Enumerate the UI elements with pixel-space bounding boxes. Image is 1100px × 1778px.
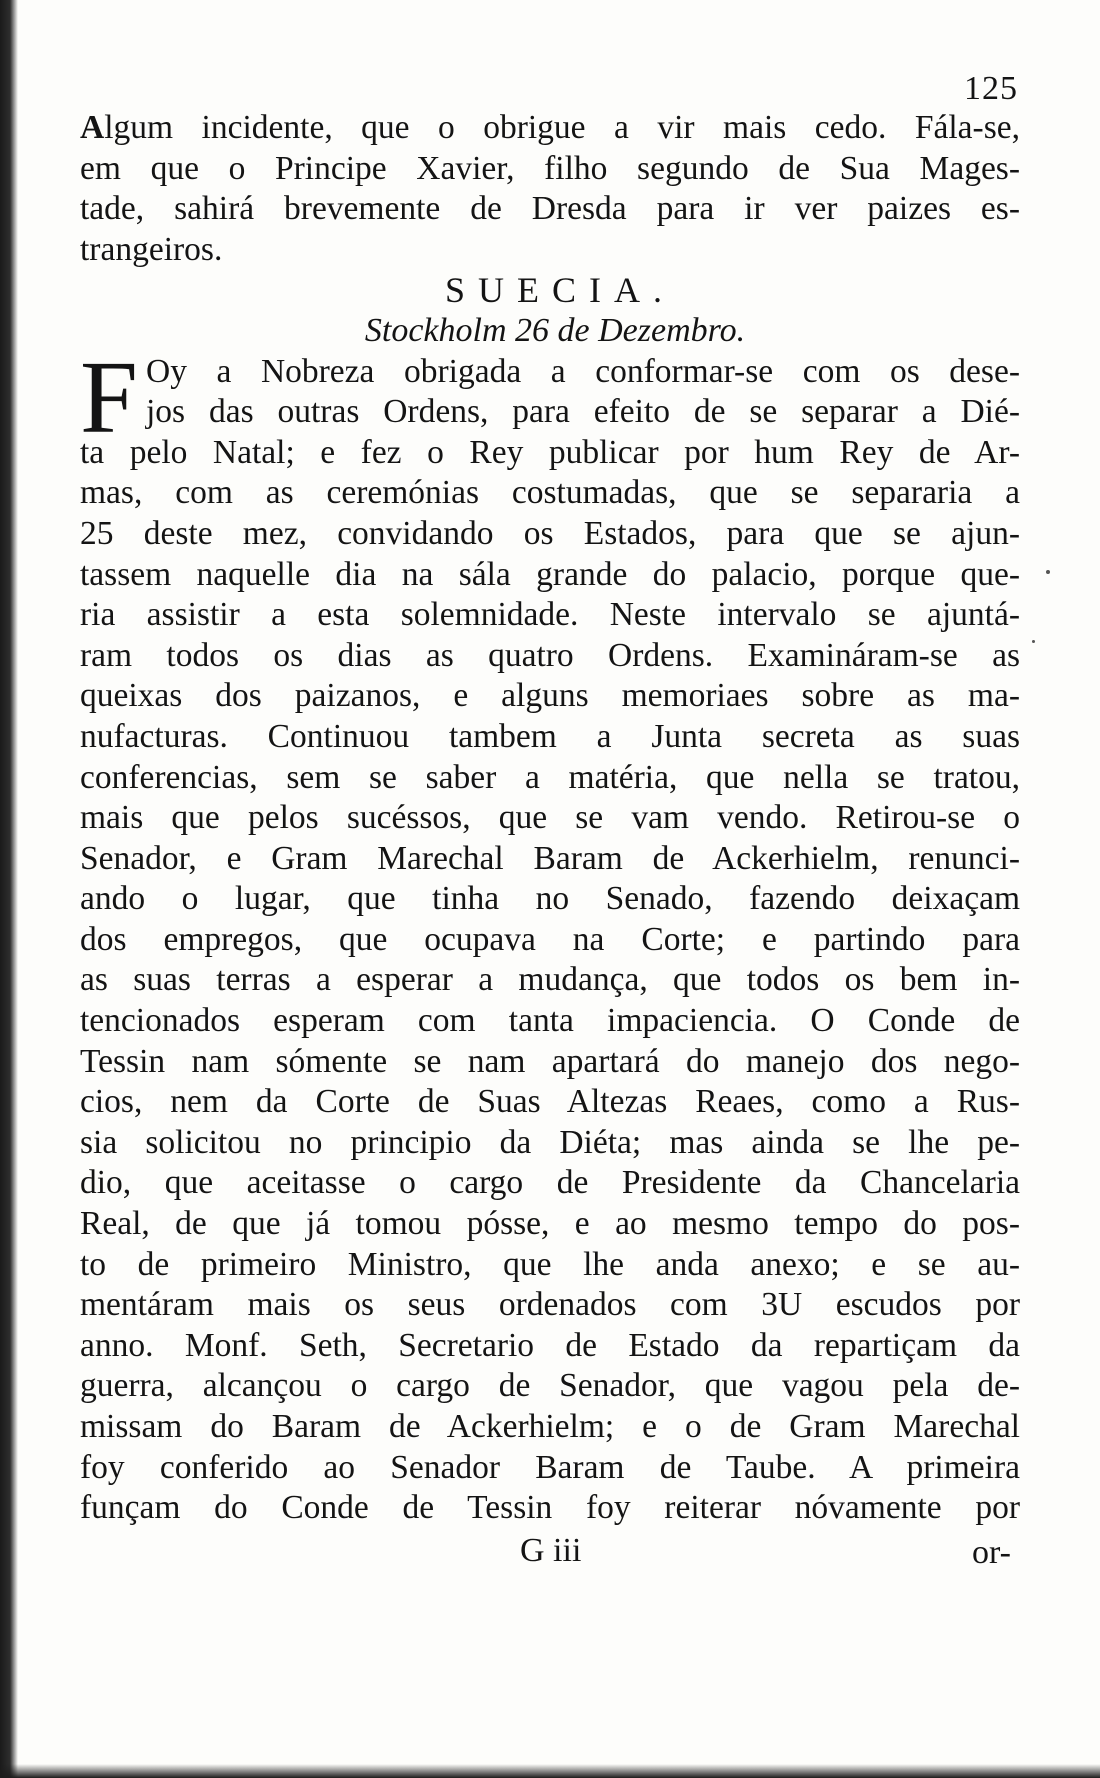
body-line-15: tencionados esperam com tanta impaciencia. O Conde de <box>80 1002 1020 1040</box>
ink-speck <box>1046 570 1050 574</box>
body-line-27: funçam do Conde de Tessin foy reiterar nóvamente por <box>80 1489 1020 1527</box>
dateline: Stockholm 26 de Dezembro. <box>364 311 746 349</box>
body-line-21: to de primeiro Ministro, que lhe anda anexo; e se au- <box>80 1245 1020 1283</box>
ink-speck <box>1032 640 1035 643</box>
body-line-13: dos empregos, que ocupava na Corte; e partindo para <box>80 920 1020 958</box>
article-text <box>80 108 1020 1529</box>
body-line-17: cios, nem da Corte de Suas Altezas Reaes, como a Rus- <box>80 1083 1020 1121</box>
body-line-1: ta pelo Natal; e fez o Rey publicar por hum Rey de Ar- <box>80 433 1020 471</box>
body-line-19: dio, que aceitasse o cargo de Presidente da Chancelaria <box>80 1164 1020 1202</box>
body-line-14: as suas terras a esperar a mudança, que todos os bem in- <box>80 961 1020 999</box>
body-line-20: Real, de que já tomou pósse, e ao mesmo tempo do pos- <box>80 1205 1020 1243</box>
body-line-6: ram todos os dias as quatro Ordens. Examináram-se as <box>80 636 1020 674</box>
opening-line-4: trangeiros. <box>80 230 223 268</box>
body-line-7: queixas dos paizanos, e alguns memoriaes sobre as ma- <box>80 677 1020 715</box>
page-number: 125 <box>964 70 1018 107</box>
drop-cap: F <box>80 339 138 455</box>
body-line-25: missam do Baram de Ackerhielm; e o de Gram Marechal <box>80 1408 1020 1445</box>
body-line-4: tassem naquelle dia na sála grande do palacio, porque que- <box>80 555 1020 593</box>
dropcap-line-2: jos das outras Ordens, para efeito de se separar a Dié- <box>146 393 1020 431</box>
body-line-12: ando o lugar, que tinha no Senado, fazendo deixaçam <box>80 880 1020 918</box>
paragraph <box>80 339 1020 1529</box>
scan-shadow-bottom <box>0 1764 1100 1778</box>
body-line-18: sia solicitou no principio da Diéta; mas ainda se lhe pe- <box>80 1123 1020 1161</box>
catchword: or- <box>972 1534 1011 1571</box>
body-line-22: mentáram mais os seus ordenados com 3U escudos por <box>80 1286 1020 1324</box>
dropcap-line-1: Oy a Nobreza obrigada a conformar-se com os dese- <box>146 352 1020 390</box>
body-line-23: anno. Monf. Seth, Secretario de Estado da repartiçam da <box>80 1326 1020 1364</box>
body-line-9: conferencias, sem se saber a matéria, que nella se tratou, <box>80 758 1020 796</box>
body-line-26: foy conferido ao Senador Baram de Taube. A primeira <box>80 1448 1020 1486</box>
body-line-8: nufacturas. Continuou tambem a Junta secreta as suas <box>80 717 1020 755</box>
opening-initial: A <box>80 109 105 146</box>
text-line <box>80 108 1020 149</box>
opening-line-3: tade, sahirá brevemente de Dresda para ir ver paizes es- <box>80 190 1020 228</box>
body-line-3: 25 deste mez, convidando os Estados, para que se ajun- <box>80 514 1020 552</box>
signature-mark: G iii <box>520 1532 582 1569</box>
scan-shadow-left <box>0 0 18 1778</box>
body-line-16: Tessin nam sómente se nam apartará do manejo dos nego- <box>80 1042 1020 1080</box>
body-line-5: ria assistir a esta solemnidade. Neste intervalo se ajuntá- <box>80 596 1020 634</box>
body-line-10: mais que pelos sucéssos, que se vam vendo. Retirou-se o <box>80 799 1020 837</box>
opening-line-1: lgum incidente, que o obrigue a vir mais cedo. Fála-se, <box>104 109 1020 146</box>
body-line-24: guerra, alcançou o cargo de Senador, que vagou pela de- <box>80 1367 1020 1405</box>
body-line-11: Senador, e Gram Marechal Baram de Ackerhielm, renunci- <box>80 839 1020 877</box>
section-heading: SUECIA. <box>444 270 675 311</box>
opening-line-2: em que o Principe Xavier, filho segundo de Sua Mages- <box>80 149 1020 187</box>
body-line-2: mas, com as ceremónias costumadas, que se separaria a <box>80 474 1020 512</box>
